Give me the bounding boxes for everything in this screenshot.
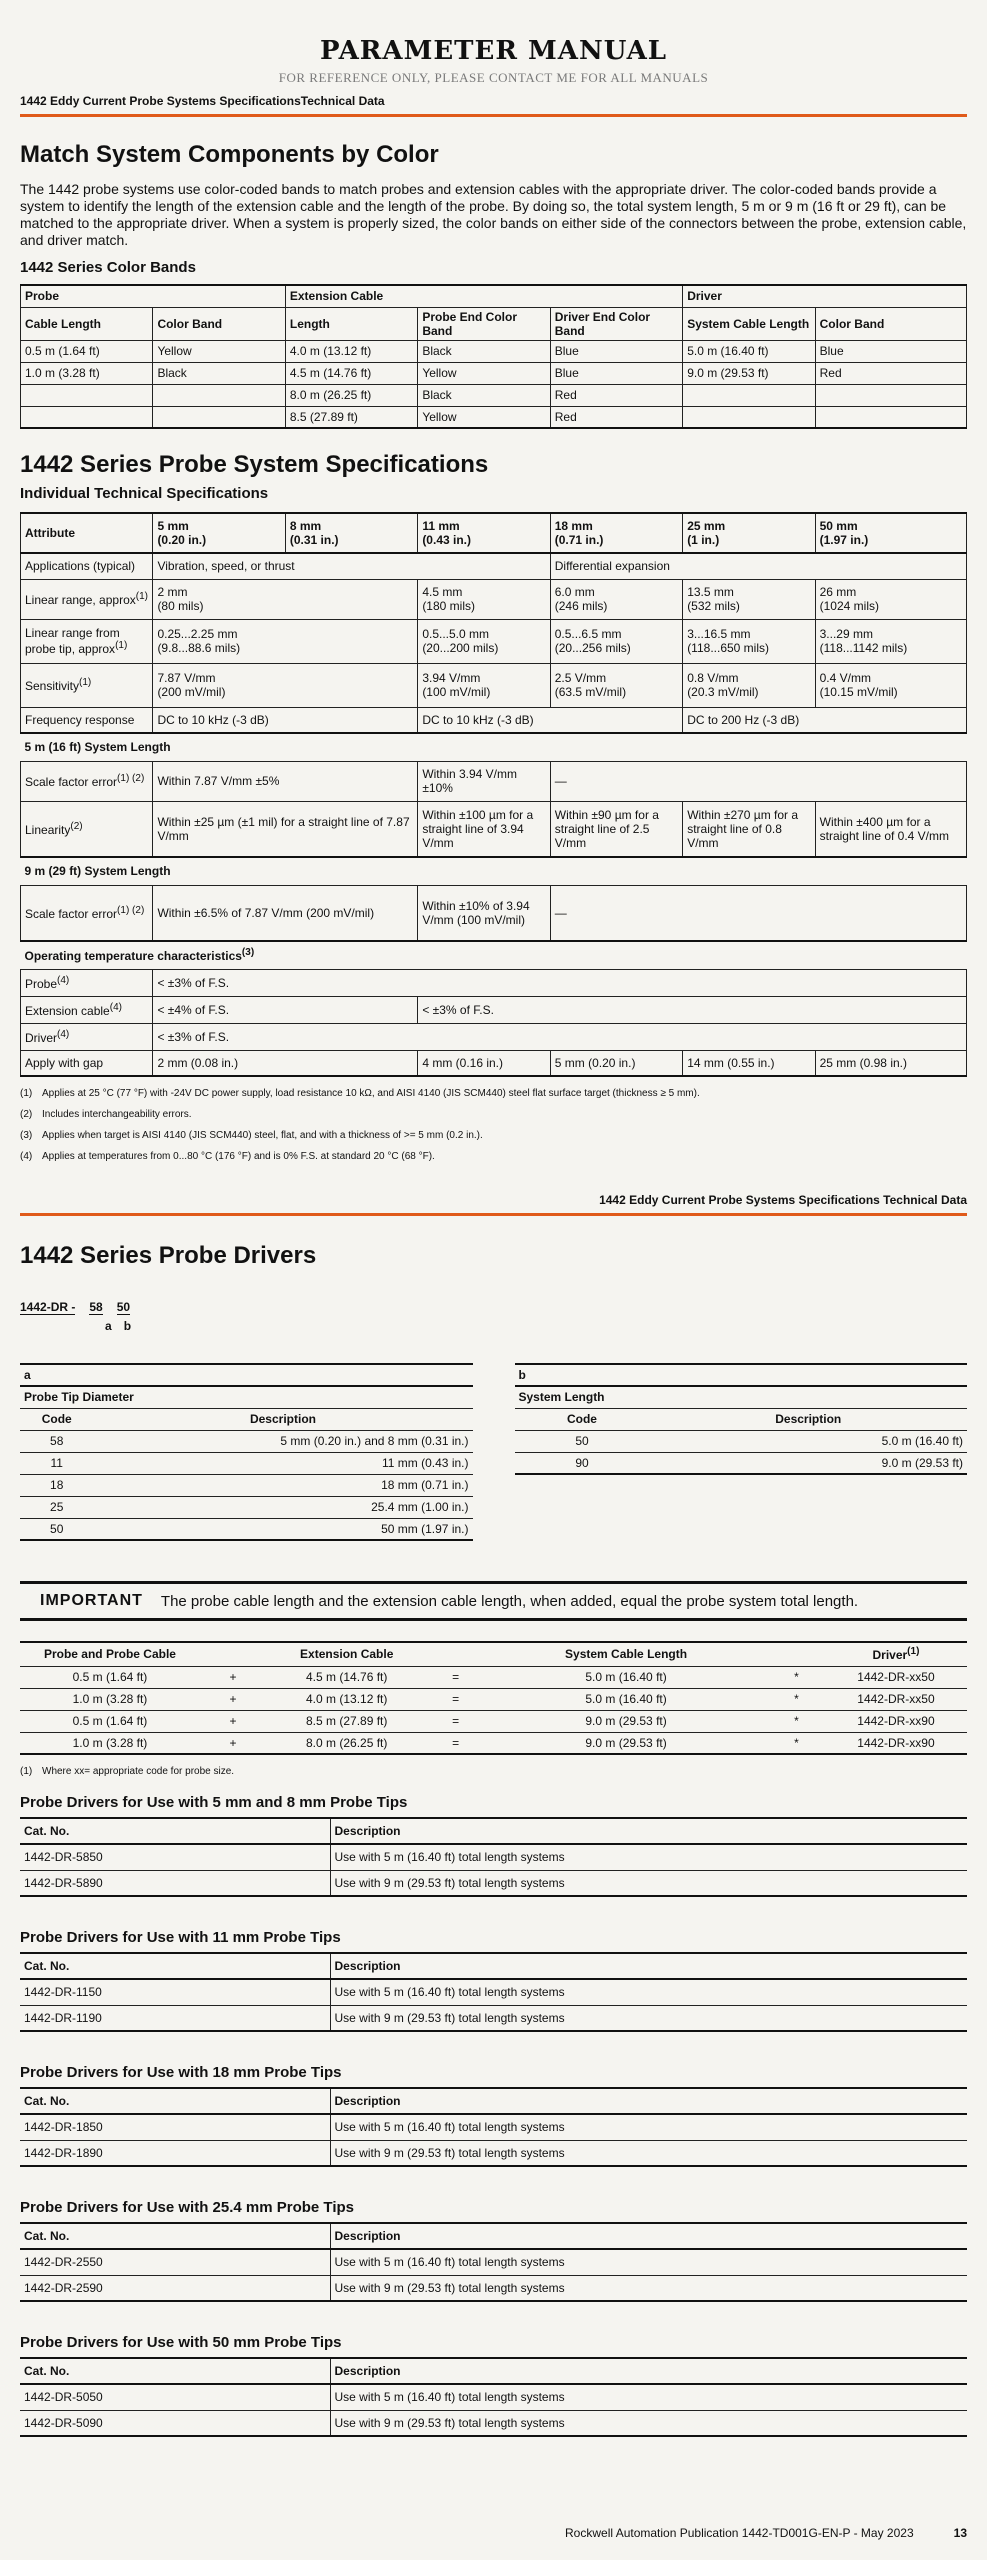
table-row: 1442-DR-1150 Use with 5 m (16.40 ft) total length systems (20, 1979, 967, 2005)
table-row: 1442-DR-1190 Use with 9 m (29.53 ft) total length systems (20, 2005, 967, 2031)
cell: 4 mm (0.16 in.) (418, 1050, 550, 1076)
column-header: Color Band (153, 307, 285, 340)
cell: 7.87 V/mm (200 mV/mil) (153, 663, 418, 707)
column-header: Cat. No. (20, 1953, 330, 1979)
cell: Differential expansion (550, 553, 966, 579)
column-header: Color Band (815, 307, 966, 340)
cell: 9.0 m (29.53 ft) (683, 362, 815, 384)
footnote: (1) Applies at 25 °C (77 °F) with -24V DC power supply, load resistance 10 kΩ, and AISI 4140 (JIS SCM440) steel flat surface target (thickness ≥ 5 mm). (20, 1088, 700, 1099)
table-row (21, 801, 967, 857)
cell (815, 384, 966, 406)
cell (21, 406, 153, 428)
cell: Within 3.94 V/mm ±10% (418, 761, 550, 801)
section-row (21, 941, 967, 969)
length-equation-table (20, 1641, 967, 1755)
table-row: 1.0 m (3.28 ft) + 4.0 m (13.12 ft) = 5.0 m (16.40 ft) * 1442-DR-xx50 (20, 1688, 967, 1710)
code-b-label: b (123, 1319, 132, 1333)
column-header: 50 mm (1.97 in.) (815, 513, 966, 553)
row-label: Sensitivity$^{(1)}$ (21, 663, 153, 707)
column-header: System Cable Length (484, 1642, 768, 1666)
column-header: Probe and Probe Cable (20, 1642, 200, 1666)
column-header: Cable Length (21, 307, 153, 340)
driver-group-title: Probe Drivers for Use with 50 mm Probe Tips (20, 2334, 342, 2351)
code-b-value: 50 (116, 1300, 131, 1314)
table-row: 50 50 mm (1.97 in.) (20, 1518, 473, 1540)
cell: Within ±10% of 3.94 V/mm (100 mV/mil) (418, 885, 550, 941)
footnotes (20, 1083, 967, 1167)
row-label: Frequency response (21, 707, 153, 733)
column-header: Cat. No. (20, 2223, 330, 2249)
cell: 0.5 m (1.64 ft) (21, 340, 153, 362)
cell: Within ±25 µm (±1 mil) for a straight line of 7.87 V/mm (153, 801, 418, 857)
table-row: 50 5.0 m (16.40 ft) (515, 1430, 968, 1452)
cell: DC to 10 kHz (-3 dB) (153, 707, 418, 733)
driver-group-title: Probe Drivers for Use with 5 mm and 8 mm Probe Tips (20, 1794, 408, 1811)
table-row: 25 25.4 mm (1.00 in.) (20, 1496, 473, 1518)
column-header: System Cable Length (683, 307, 815, 340)
cell (815, 406, 966, 428)
cell: Red (815, 362, 966, 384)
table-row (21, 1023, 967, 1050)
cell: 3.94 V/mm (100 mV/mil) (418, 663, 550, 707)
cell: 14 mm (0.55 in.) (683, 1050, 815, 1076)
table-letter: a (20, 1364, 473, 1386)
cell: 25 mm (0.98 in.) (815, 1050, 966, 1076)
code-prefix: 1442-DR - (20, 1300, 76, 1314)
cell: 3...16.5 mm (118...650 mils) (683, 619, 815, 663)
cell: 2 mm (80 mils) (153, 579, 418, 619)
color-bands-table-title: 1442 Series Color Bands (20, 259, 196, 276)
table-row (21, 969, 967, 996)
cell: 4.5 m (14.76 ft) (285, 362, 417, 384)
cell: < ±3% of F.S. (153, 1023, 967, 1050)
cell: 4.5 mm (180 mils) (418, 579, 550, 619)
specs-table (20, 512, 967, 1077)
table-row: 1442-DR-1890 Use with 9 m (29.53 ft) total length systems (20, 2140, 967, 2166)
important-text: The probe cable length and the extension cable length, when added, equal the probe system total length. (160, 1592, 859, 1610)
section-label: 5 m (16 ft) System Length (21, 733, 967, 761)
driver-group-title: Probe Drivers for Use with 11 mm Probe Tips (20, 1929, 341, 1946)
table-row: 0.5 m (1.64 ft) + 8.5 m (27.89 ft) = 9.0 m (29.53 ft) * 1442-DR-xx90 (20, 1710, 967, 1732)
table-row (21, 885, 967, 941)
cell: 5 mm (0.20 in.) (550, 1050, 682, 1076)
table-letter: b (515, 1364, 968, 1386)
table-row (21, 663, 967, 707)
cell: 2 mm (0.08 in.) (153, 1050, 418, 1076)
table-row: 1442-DR-5850 Use with 5 m (16.40 ft) total length systems (20, 1844, 967, 1870)
driver-table (20, 1817, 967, 1897)
row-label: Driver$^{(4)}$ (21, 1023, 153, 1050)
column-header: 8 mm (0.31 in.) (285, 513, 417, 553)
column-header: Description (330, 1953, 967, 1979)
cell: Within ±90 µm for a straight line of 2.5 V/mm (550, 801, 682, 857)
cell: 1.0 m (3.28 ft) (21, 362, 153, 384)
group-header: Extension Cable (285, 285, 682, 307)
important-label: IMPORTANT (40, 1592, 143, 1609)
section-row (21, 733, 967, 761)
section-title-drivers: 1442 Series Probe Drivers (20, 1242, 317, 1269)
table-row: 1442-DR-1850 Use with 5 m (16.40 ft) total length systems (20, 2114, 967, 2140)
table-row (21, 761, 967, 801)
running-header: 1442 Eddy Current Probe Systems SpecificationsTechnical Data (20, 94, 967, 117)
row-label: Extension cable$^{(4)}$ (21, 996, 153, 1023)
column-header: Driver$^{(1)}$ (825, 1642, 967, 1666)
row-label: Probe$^{(4)}$ (21, 969, 153, 996)
column-header: Code (20, 1408, 93, 1430)
banner-subtitle: FOR REFERENCE ONLY, PLEASE CONTACT ME FOR ALL MANUALS (278, 70, 709, 85)
column-header: 11 mm (0.43 in.) (418, 513, 550, 553)
table-row: 0.5 m (1.64 ft) + 4.5 m (14.76 ft) = 5.0 m (16.40 ft) * 1442-DR-xx50 (20, 1666, 967, 1688)
specs-subtitle: Individual Technical Specifications (20, 485, 269, 502)
column-header: 5 mm (0.20 in.) (153, 513, 285, 553)
driver-table (20, 1952, 967, 2032)
cell: Within ±270 µm for a straight line of 0.8 V/mm (683, 801, 815, 857)
row-label: Scale factor error$^{(1) (2)}$ (21, 885, 153, 941)
table-row (21, 406, 967, 428)
cell: < ±4% of F.S. (153, 996, 418, 1023)
column-header: Description (330, 2088, 967, 2114)
cell: Black (153, 362, 285, 384)
column-header: Extension Cable (266, 1642, 427, 1666)
driver-group (20, 1794, 967, 1897)
section-label: Operating temperature characteristics$^{(3)}$ (21, 941, 967, 969)
cell: < ±3% of F.S. (153, 969, 967, 996)
cell: Blue (550, 362, 682, 384)
cell: 4.0 m (13.12 ft) (285, 340, 417, 362)
row-label: Linearity$^{(2)}$ (21, 801, 153, 857)
cell: 3...29 mm (118...1142 mils) (815, 619, 966, 663)
column-header: Cat. No. (20, 2088, 330, 2114)
driver-table (20, 2222, 967, 2302)
cell: — (550, 885, 966, 941)
table-row: 1442-DR-2550 Use with 5 m (16.40 ft) total length systems (20, 2249, 967, 2275)
code-a-label: a (105, 1319, 112, 1333)
table-row (21, 553, 967, 579)
cell: 0.25...2.25 mm (9.8...88.6 mils) (153, 619, 418, 663)
cell: 0.4 V/mm (10.15 mV/mil) (815, 663, 966, 707)
column-header: Cat. No. (20, 2358, 330, 2384)
column-header: Description (649, 1408, 967, 1430)
cell: Blue (815, 340, 966, 362)
column-header: Probe End Color Band (418, 307, 550, 340)
cell: DC to 200 Hz (-3 dB) (683, 707, 967, 733)
table-row: 1442-DR-5890 Use with 9 m (29.53 ft) total length systems (20, 1870, 967, 1896)
cell: 26 mm (1024 mils) (815, 579, 966, 619)
driver-table (20, 2087, 967, 2167)
column-header: Code (515, 1408, 650, 1430)
cell: Yellow (418, 362, 550, 384)
cell: 0.8 V/mm (20.3 mV/mil) (683, 663, 815, 707)
row-label: Linear range, approx$^{(1)}$ (21, 579, 153, 619)
row-label: Apply with gap (21, 1050, 153, 1076)
driver-group-title: Probe Drivers for Use with 18 mm Probe Tips (20, 2064, 342, 2081)
cell: 0.5...6.5 mm (20...256 mils) (550, 619, 682, 663)
cell: Within 7.87 V/mm ±5% (153, 761, 418, 801)
cell: 8.0 m (26.25 ft) (285, 384, 417, 406)
table-row (21, 1050, 967, 1076)
column-header: 25 mm (1 in.) (683, 513, 815, 553)
group-header: Probe (21, 285, 286, 307)
table-row (21, 579, 967, 619)
cell: 2.5 V/mm (63.5 mV/mil) (550, 663, 682, 707)
cell: DC to 10 kHz (-3 dB) (418, 707, 683, 733)
table-row: 1442-DR-5090 Use with 9 m (29.53 ft) total length systems (20, 2410, 967, 2436)
column-header: Description (330, 1818, 967, 1844)
cell: Within ±100 µm for a straight line of 3.94 V/mm (418, 801, 550, 857)
cell: Black (418, 340, 550, 362)
code-tables (20, 1363, 967, 1541)
cell: Within ±400 µm for a straight line of 0.4 V/mm (815, 801, 966, 857)
cell: Yellow (153, 340, 285, 362)
column-header: 18 mm (0.71 in.) (550, 513, 682, 553)
column-header: Length (285, 307, 417, 340)
row-label: Applications (typical) (21, 553, 153, 579)
banner-title: PARAMETER MANUAL (319, 36, 668, 66)
table-row (21, 619, 967, 663)
cell (683, 384, 815, 406)
equation-footnote: (1) Where xx= appropriate code for probe size. (20, 1766, 235, 1777)
group-header: Driver (683, 285, 967, 307)
code-a-value: 58 (89, 1300, 103, 1314)
publication-id: Rockwell Automation Publication 1442-TD001G-EN-P - May 2023 (565, 2526, 914, 2540)
intro-paragraph: The 1442 probe systems use color-coded bands to match probes and extension cables with the appropriate driver. The color-coded bands provide a system to identify the length of the extension cable and the length of the probe. By doing so, the total system length, 5 m or 9 m (16 ft or 29 ft), can be matched to the appropriate driver. When a system is properly sized, the color bands on either side of the connectors between the probe, extension cable, and driver match. (20, 181, 967, 248)
cell (683, 406, 815, 428)
cell: < ±3% of F.S. (418, 996, 967, 1023)
section-label: 9 m (29 ft) System Length (21, 857, 967, 885)
cell: Vibration, speed, or thrust (153, 553, 550, 579)
catalog-code-diagram (20, 1300, 967, 1333)
section-row (21, 857, 967, 885)
table-row (21, 340, 967, 362)
footnote: (3) Applies when target is AISI 4140 (JIS SCM440) steel, flat, and with a thickness of >= 5 mm (0.2 in.). (20, 1130, 483, 1141)
table-row: 1.0 m (3.28 ft) + 8.0 m (26.25 ft) = 9.0 m (29.53 ft) * 1442-DR-xx90 (20, 1732, 967, 1754)
table-row (21, 384, 967, 406)
table-row: 58 5 mm (0.20 in.) and 8 mm (0.31 in.) (20, 1430, 473, 1452)
cell: Black (418, 384, 550, 406)
column-header: Description (330, 2223, 967, 2249)
column-header: Attribute (21, 513, 153, 553)
table-row: 90 9.0 m (29.53 ft) (515, 1452, 968, 1474)
cell (153, 406, 285, 428)
cell: Red (550, 384, 682, 406)
driver-group (20, 2199, 967, 2302)
driver-group-title: Probe Drivers for Use with 25.4 mm Probe Tips (20, 2199, 354, 2216)
cell: 13.5 mm (532 mils) (683, 579, 815, 619)
driver-table (20, 2357, 967, 2437)
cell: Blue (550, 340, 682, 362)
section-title-color: Match System Components by Color (20, 141, 439, 168)
tip-diameter-table (20, 1363, 473, 1541)
cell (21, 384, 153, 406)
cell: Red (550, 406, 682, 428)
table-row (21, 362, 967, 384)
footnote: (4) Applies at temperatures from 0...80 °C (176 °F) and is 0% F.S. at standard 20 °C (68 °F). (20, 1151, 435, 1162)
column-header: Cat. No. (20, 1818, 330, 1844)
column-header: Description (93, 1408, 472, 1430)
system-length-table (515, 1363, 968, 1475)
table-name: System Length (515, 1386, 968, 1408)
cell: — (550, 761, 966, 801)
color-bands-table (20, 284, 967, 429)
table-row (21, 707, 967, 733)
running-header-2: 1442 Eddy Current Probe Systems Specifications Technical Data (20, 1193, 967, 1216)
row-label: Linear range from probe tip, approx$^{(1)}$ (21, 619, 153, 663)
row-label: Scale factor error$^{(1) (2)}$ (21, 761, 153, 801)
footnote: (2) Includes interchangeability errors. (20, 1109, 192, 1120)
cell: 0.5...5.0 mm (20...200 mils) (418, 619, 550, 663)
cell: 5.0 m (16.40 ft) (683, 340, 815, 362)
important-callout (20, 1581, 967, 1621)
column-header: Description (330, 2358, 967, 2384)
table-row (21, 996, 967, 1023)
page-footer (20, 2526, 967, 2540)
column-header: Driver End Color Band (550, 307, 682, 340)
table-row: 11 11 mm (0.43 in.) (20, 1452, 473, 1474)
cell: Yellow (418, 406, 550, 428)
table-row: 1442-DR-2590 Use with 9 m (29.53 ft) total length systems (20, 2275, 967, 2301)
table-row: 1442-DR-5050 Use with 5 m (16.40 ft) total length systems (20, 2384, 967, 2410)
page-number: 13 (953, 2526, 967, 2540)
cell (153, 384, 285, 406)
driver-group (20, 2334, 967, 2437)
cell: 6.0 mm (246 mils) (550, 579, 682, 619)
driver-group (20, 2064, 967, 2167)
section-title-specs: 1442 Series Probe System Specifications (20, 451, 489, 478)
driver-group (20, 1929, 967, 2032)
cell: Within ±6.5% of 7.87 V/mm (200 mV/mil) (153, 885, 418, 941)
table-name: Probe Tip Diameter (20, 1386, 473, 1408)
table-row: 18 18 mm (0.71 in.) (20, 1474, 473, 1496)
cell: 8.5 (27.89 ft) (285, 406, 417, 428)
